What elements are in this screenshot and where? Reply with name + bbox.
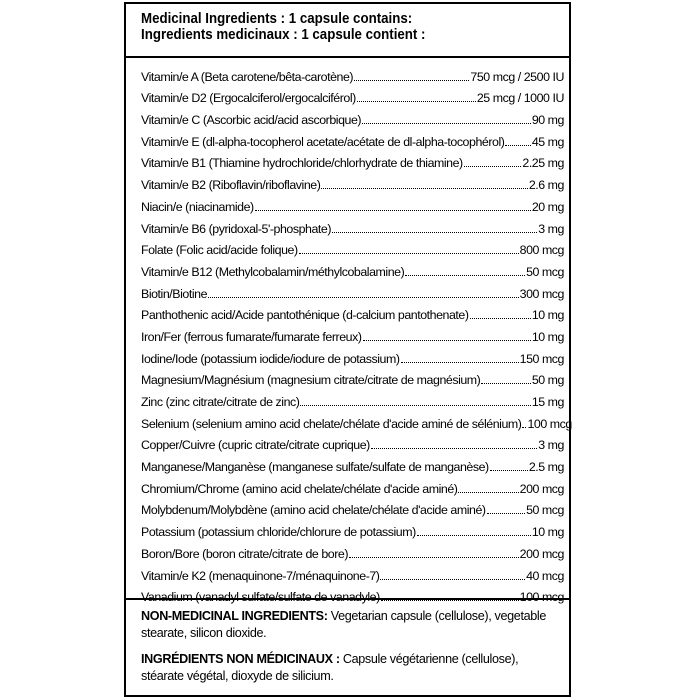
dot-leader — [401, 362, 519, 363]
ingredient-name: Potassium (potassium chloride/chlorure de potassium) — [141, 525, 416, 540]
ingredient-amount: 2.6 mg — [528, 178, 564, 193]
ingredient-amount: 50 mg — [531, 373, 564, 388]
ingredient-name: Zinc (zinc citrate/citrate de zinc) — [141, 395, 300, 409]
dot-leader — [208, 297, 519, 298]
ingredient-name: Iodine/Iode (potassium iodide/iodure de potassium) — [141, 351, 400, 366]
ingredient-row — [141, 366, 568, 388]
dot-leader — [464, 166, 522, 167]
non-medicinal-english-label: NON-MEDICINAL INGREDIENTS: — [141, 609, 328, 623]
ingredient-name: Vitamin/e C (Ascorbic acid/acid ascorbique) — [141, 113, 362, 128]
ingredient-name: Vitamin/e A (Beta carotene/bêta-carotène) — [141, 69, 354, 84]
panel-header — [141, 11, 532, 43]
ingredient-amount: 50 mcg — [526, 503, 564, 518]
ingredient-amount: 25 mcg / 1000 IU — [476, 91, 564, 106]
footer-rule — [126, 598, 569, 600]
ingredient-row — [141, 539, 568, 561]
dot-leader — [255, 210, 531, 211]
ingredient-name: Vitamin/e B12 (Methylcobalamin/méthylcobalamine) — [141, 264, 405, 279]
ingredient-amount: 10 mg — [531, 308, 564, 323]
non-medicinal-english — [141, 608, 556, 641]
ingredient-row — [141, 214, 568, 236]
ingredient-amount: 10 mg — [531, 525, 564, 540]
ingredient-list — [141, 62, 572, 604]
ingredient-amount: 90 mg — [531, 113, 564, 128]
dot-leader — [381, 600, 519, 601]
ingredient-row — [141, 474, 568, 496]
ingredient-amount: 150 mcg — [519, 351, 564, 366]
ingredient-row — [141, 84, 568, 106]
dot-leader — [481, 383, 530, 384]
ingredient-amount: 200 mcg — [519, 546, 564, 561]
ingredient-name: Vitamin/e D2 (Ergocalciferol/ergocalciférol) — [141, 91, 356, 106]
dot-leader — [487, 513, 525, 514]
ingredient-row — [141, 496, 568, 518]
non-medicinal-french-text: Capsule végétarienne (cellulose), stéarate végétal, dioxyde de silicium. — [141, 652, 519, 683]
ingredient-row — [141, 236, 568, 258]
ingredient-name: Manganese/Manganèse (manganese sulfate/sulfate de manganèse) — [141, 460, 489, 475]
dot-leader — [371, 448, 537, 449]
supplement-facts-panel — [124, 2, 571, 697]
non-medicinal-french — [141, 651, 556, 684]
dot-leader — [458, 492, 518, 493]
ingredient-row — [141, 149, 568, 171]
dot-leader — [362, 123, 531, 124]
dot-leader — [405, 275, 525, 276]
ingredient-amount: 800 mcg — [519, 243, 564, 258]
ingredient-name: Boron/Bore (boron citrate/citrate de bore) — [141, 546, 348, 561]
dot-leader — [490, 470, 528, 471]
dot-leader — [349, 557, 519, 558]
ingredient-amount: 40 mcg — [526, 568, 564, 583]
ingredient-row — [141, 170, 568, 192]
ingredient-amount: 3 mg — [538, 221, 564, 236]
ingredient-row — [141, 431, 568, 453]
ingredient-row — [141, 62, 568, 84]
dot-leader — [522, 427, 526, 428]
ingredient-name: Iron/Fer (ferrous fumarate/fumarate ferreux) — [141, 329, 362, 344]
ingredient-row — [141, 279, 568, 301]
ingredient-row — [141, 344, 568, 366]
ingredient-amount: 100 mcg — [527, 416, 572, 431]
ingredient-row — [141, 322, 568, 344]
ingredient-name: Chromium/Chrome (amino acid chelate/chélate d'acide aminé) — [141, 481, 458, 496]
ingredient-row — [141, 301, 568, 323]
ingredient-amount: 200 mcg — [519, 481, 564, 496]
dot-leader — [505, 145, 530, 146]
dot-leader — [332, 232, 537, 233]
ingredient-name: Selenium (selenium amino acid chelate/chélate d'acide aminé de sélénium) — [141, 416, 522, 431]
ingredient-row — [141, 257, 568, 279]
ingredient-row — [141, 517, 568, 539]
ingredient-name: Vitamin/e B2 (Riboflavin/riboflavine) — [141, 178, 321, 193]
non-medicinal-french-label: INGRÉDIENTS NON MÉDICINAUX : — [141, 652, 340, 666]
dot-leader — [357, 101, 476, 102]
ingredient-name: Panthothenic acid/Acide pantothénique (d-calcium pantothenate) — [141, 308, 469, 323]
ingredient-row — [141, 387, 568, 409]
ingredient-amount: 10 mg — [531, 329, 564, 344]
dot-leader — [363, 340, 531, 341]
ingredient-amount: 750 mcg / 2500 IU — [470, 69, 564, 84]
non-medicinal-english-text: Vegetarian capsule (cellulose), vegetable stearate, silicon dioxide. — [141, 609, 547, 640]
ingredient-amount: 2.5 mg — [528, 460, 564, 475]
dot-leader — [470, 318, 531, 319]
ingredient-amount: 2.25 mg — [522, 156, 564, 171]
header-french: Ingredients medicinaux : 1 capsule contient : — [141, 27, 426, 43]
ingredient-row — [141, 192, 568, 214]
dot-leader — [299, 253, 519, 254]
ingredient-row — [141, 127, 568, 149]
header-rule — [126, 56, 569, 58]
ingredient-name: Vitamin/e E (dl-alpha-tocopherol acetate/acétate de dl-alpha-tocophérol) — [141, 134, 505, 149]
dot-leader — [300, 405, 530, 406]
ingredient-name: Vitamin/e K2 (menaquinone-7/ménaquinone-7) — [141, 568, 380, 583]
ingredient-row — [141, 561, 568, 583]
ingredient-amount: 20 mg — [531, 199, 564, 214]
header-english: Medicinal Ingredients : 1 capsule contains: — [141, 11, 413, 27]
ingredient-row — [141, 409, 572, 431]
dot-leader — [321, 188, 527, 189]
ingredient-amount: 300 mcg — [519, 286, 564, 301]
dot-leader — [380, 579, 525, 580]
ingredient-name: Folate (Folic acid/acide folique) — [141, 243, 298, 258]
ingredient-name: Vitamin/e B6 (pyridoxal-5'-phosphate) — [141, 221, 332, 236]
ingredient-amount: 45 mg — [531, 134, 564, 149]
ingredient-name: Magnesium/Magnésium (magnesium citrate/citrate de magnésium) — [141, 373, 481, 388]
ingredient-row — [141, 105, 568, 127]
ingredient-amount: 3 mg — [538, 438, 564, 453]
ingredient-amount: 50 mcg — [526, 264, 564, 279]
dot-leader — [354, 80, 469, 81]
ingredient-row — [141, 452, 568, 474]
ingredient-amount: 15 mg — [531, 395, 564, 409]
dot-leader — [417, 535, 531, 536]
ingredient-name: Molybdenum/Molybdène (amino acid chelate/chélate d'acide aminé) — [141, 503, 486, 518]
ingredient-name: Biotin/Biotine — [141, 286, 208, 301]
ingredient-row — [141, 583, 568, 605]
ingredient-name: Niacin/e (niacinamide) — [141, 199, 254, 214]
ingredient-name: Copper/Cuivre (cupric citrate/citrate cuprique) — [141, 438, 370, 453]
ingredient-name: Vitamin/e B1 (Thiamine hydrochloride/chlorhydrate de thiamine) — [141, 156, 463, 171]
